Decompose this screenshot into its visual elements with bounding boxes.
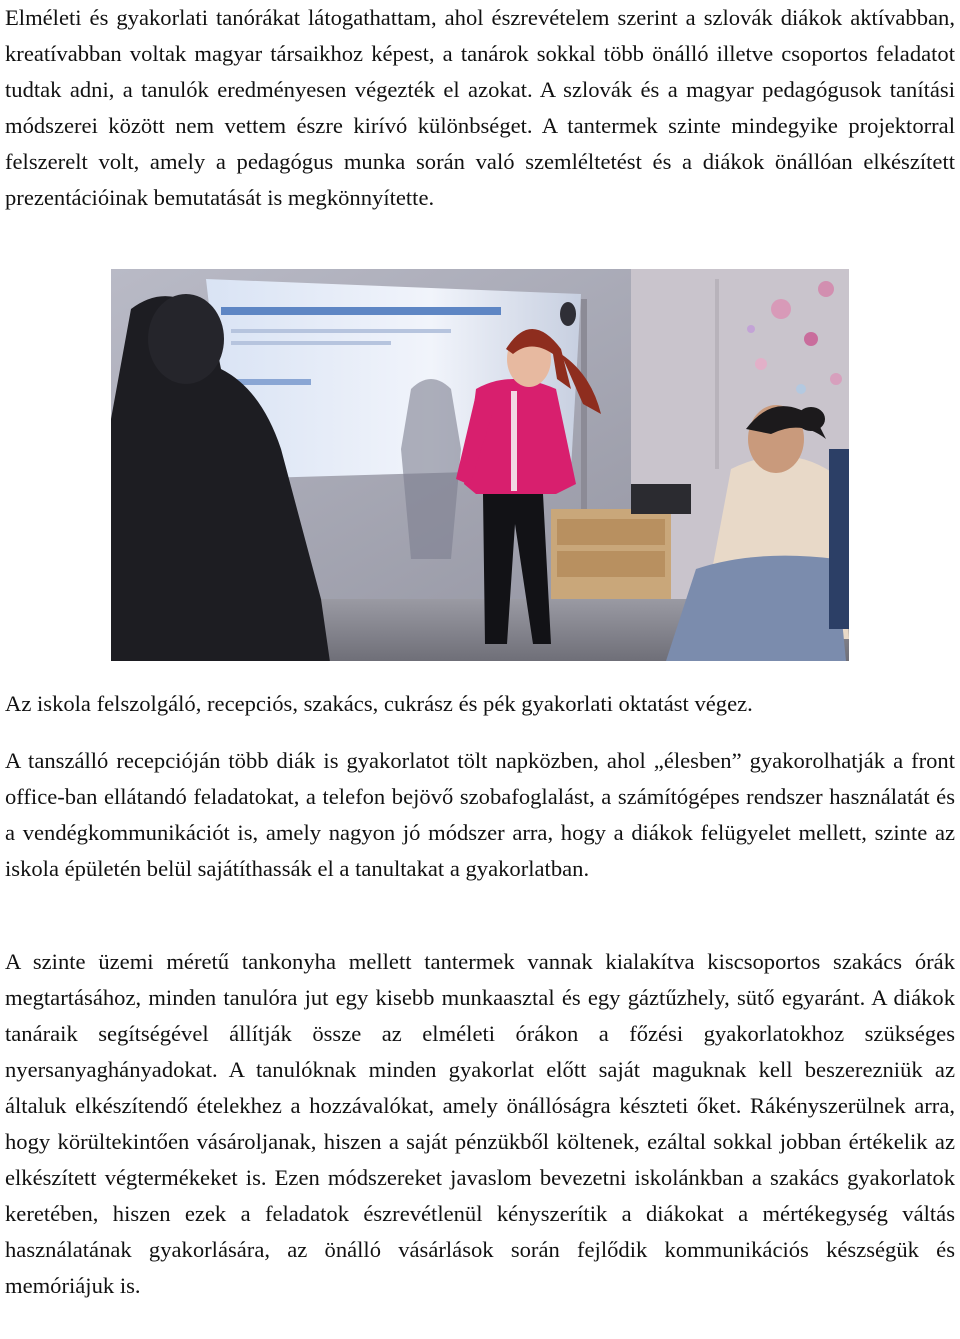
photo-caption: Az iskola felszolgáló, recepciós, szakács, cukrász és pék gyakorlati oktatást végez. [5, 691, 753, 716]
paragraph-classroom-visits: Elméleti és gyakorlati tanórákat látogathattam, ahol észrevételem szerint a szlovák diákok aktívabban, kreatívabban voltak magyar társaikhoz képest, a tanárok sokkal több önálló illetve csoportos feladatot tudtak adni, a tanulók eredményesen végezték el azokat. A szlovák és a magyar pedagógusok tanítási módszerei között nem vettem észre kirívó különbséget. A tantermek szinte mindegyike projektorral felszerelt volt, amely a pedagógus munka során való szemléltetést és a diákok önállóan elkészített prezentációinak bemutatását is megkönnyítette. [5, 5, 955, 210]
classroom-photo [111, 269, 849, 661]
paragraph-kitchen-training: A szinte üzemi méretű tankonyha mellett tantermek vannak kialakítva kiscsoportos szakács órák megtartásához, minden tanulóra jut egy kisebb munkaasztal és egy gáztűzhely, sütő egyaránt. A diákok tanáraik segítségével állítják össze az elméleti órákon a főzési gyakorlatokhoz szükséges nyersanyaghányadokat. A tanulóknak minden gyakorlat előtt saját maguknak kell beszerezniük az általuk elkészítendő ételekhez a hozzávalókat, amely önállóságra készteti őket. Rákényszerülnek arra, hogy körültekintően vásároljanak, hiszen a saját pénzükből költenek, ezáltal sokkal jobban értékelik az elkészített végtermékeket is. Ezen módszereket javaslom bevezetni iskolánkban a szakács gyakorlatok keretében, hiszen ezek a feladatok észrevétlenül kényszerítik a diákokat a mértékegység váltás használatának gyakorlására, az önálló vásárlások során fejlődik kommunikációs készségük és memóriájuk is. [5, 949, 955, 1298]
paragraph-reception-practice: A tanszálló recepcióján több diák is gyakorlatot tölt napközben, ahol „élesben” gyakorolhatják a front office-ban ellátandó feladatokat, a telefon bejövő szobafoglalást, a számítógépes rendszer használatát és a vendégkommunikációt is, amely nagyon jó módszer arra, hogy a diákok felügyelet mellett, szinte az iskola épületén belül sajátíthassák el a tanultakat a gyakorlatban. [5, 748, 955, 881]
